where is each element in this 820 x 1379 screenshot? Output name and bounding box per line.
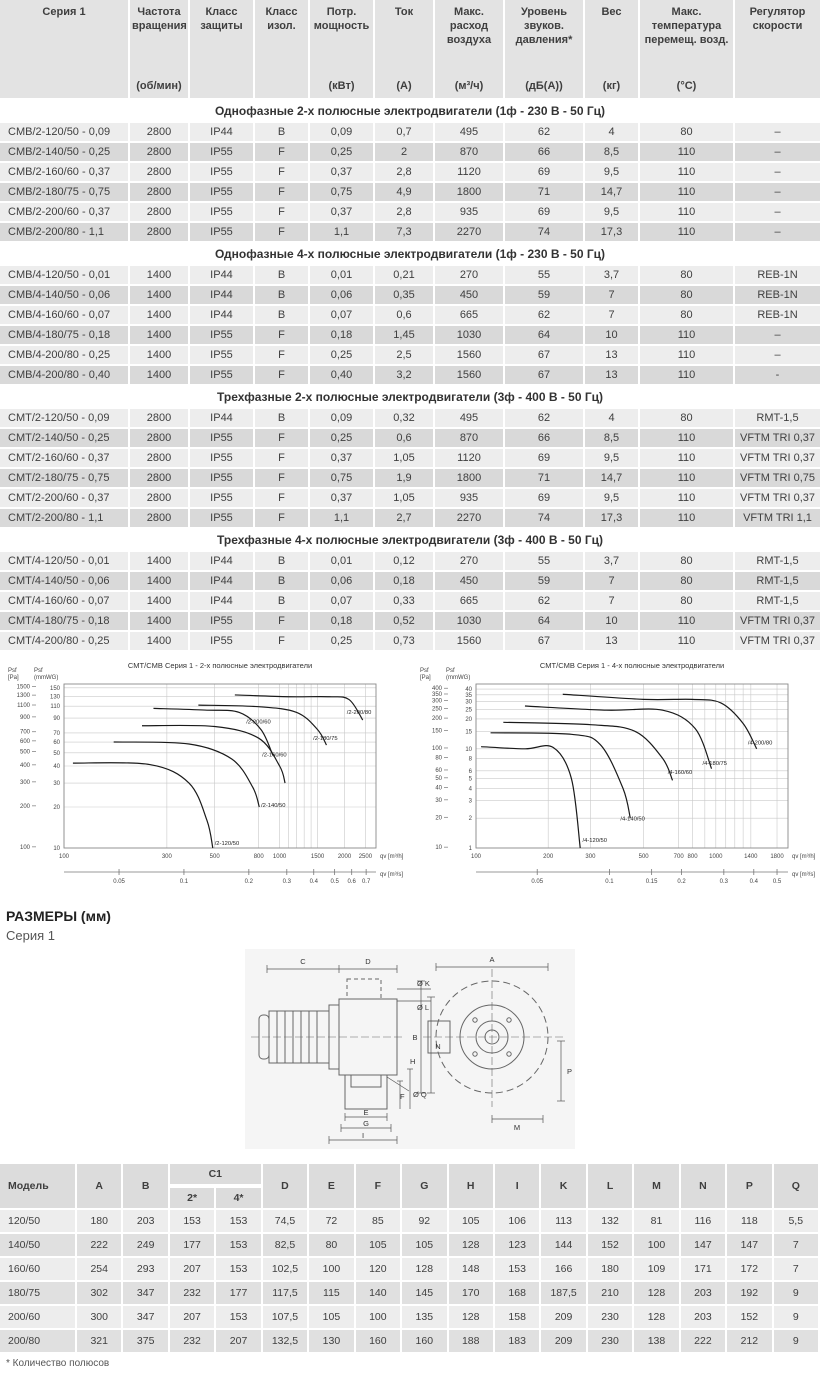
svg-text:qv [m³/h]: qv [m³/h] [380,854,404,860]
dims-col-header: G [402,1164,448,1210]
svg-text:700: 700 [19,729,30,736]
spec-row: CMB/2-120/50 - 0,09 2800 IP44 B 0,09 0,7 495 62 4 80 – [0,123,820,143]
dim-label-h: H [410,1057,416,1066]
svg-text:/2-180/75: /2-180/75 [313,736,338,743]
spec-row: CMB/4-200/80 - 0,40 1400 IP55 F 0,40 3,2 1560 67 13 110 - [0,366,820,386]
svg-text:100: 100 [470,854,482,860]
svg-text:0.15: 0.15 [645,879,658,885]
dim-label-m: M [513,1123,521,1132]
dims-col-header: I [495,1164,541,1210]
spec-row: CMT/2-160/60 - 0,37 2800 IP55 F 0,37 1,05 1120 69 9,5 110 VFTM TRI 0,37 [0,449,820,469]
section-title: Трехфазные 2-х полюсные электродвигатели (3ф - 400 В - 50 Гц) [0,386,820,409]
svg-text:qv [m³/s]: qv [m³/s] [792,872,816,878]
dim-label-c: C [300,957,306,966]
svg-text:Psf: Psf [34,668,43,674]
svg-text:10: 10 [435,845,442,852]
spec-row: CMT/2-120/50 - 0,09 2800 IP44 B 0,09 0,32 495 62 4 80 RMT-1,5 [0,409,820,429]
svg-text:5: 5 [468,776,472,783]
spec-col-header: Частота вращения (об/мин) [130,0,190,100]
svg-text:250: 250 [431,706,442,713]
dim-label-i: I [361,1131,365,1140]
performance-charts [0,656,820,894]
svg-text:CMT/CMB Серия 1 - 2-х полюсны: CMT/CMB Серия 1 - 2-х полюсные электродвигатели [127,661,313,670]
spec-col-header: Серия 1 [0,0,130,100]
svg-text:40: 40 [435,785,442,792]
svg-text:100: 100 [19,844,30,851]
dims-c1-sub-header: 4* [216,1186,262,1210]
svg-text:0.05: 0.05 [113,879,125,885]
chart-4pole-curves [412,656,820,894]
spec-col-header: Вес (кг) [585,0,640,100]
spec-table-body [0,100,820,652]
spec-row: CMB/2-200/60 - 0,37 2800 IP55 F 0,37 2,8 935 69 9,5 110 – [0,203,820,223]
dims-col-header: Q [774,1164,820,1210]
svg-text:100: 100 [58,854,70,860]
spec-row: CMB/4-120/50 - 0,01 1400 IP44 B 0,01 0,21 270 55 3,7 80 REB-1N [0,266,820,286]
svg-text:1300: 1300 [16,693,30,700]
svg-text:0.1: 0.1 [179,879,189,885]
svg-text:0.4: 0.4 [749,879,758,885]
svg-text:(mmWG): (mmWG) [34,675,59,681]
chart-2pole-curves [0,656,408,894]
svg-text:/2-120/50: /2-120/50 [214,841,240,848]
spec-row: CMB/2-200/80 - 1,1 2800 IP55 F 1,1 7,3 2270 74 17,3 110 – [0,223,820,243]
svg-text:(mmWG): (mmWG) [446,675,471,681]
dims-model-header: Модель [0,1164,77,1210]
svg-text:40: 40 [53,764,60,770]
dimension-drawing [245,949,575,1154]
svg-text:CMT/CMB Серия 1 - 4-х полюсны: CMT/CMB Серия 1 - 4-х полюсные электродвигатели [539,661,725,670]
dim-label-f: F [400,1092,405,1101]
svg-text:/4-140/50: /4-140/50 [620,816,645,823]
svg-text:30: 30 [465,699,472,706]
dimensions-table [0,1164,820,1354]
svg-text:0.5: 0.5 [330,879,339,885]
svg-text:0.7: 0.7 [361,879,371,885]
spec-col-header: Макс. температура перемещ. возд. (°С) [640,0,735,100]
svg-text:200: 200 [543,854,554,860]
svg-text:1500: 1500 [310,854,325,860]
dims-row: 120/50 180 203 153 153 74,5 72 85 92 105 106 113 132 81 116 118 5,5 [0,1210,820,1234]
dim-label-k: Ø K [417,979,430,988]
spec-row: CMB/2-160/60 - 0,37 2800 IP55 F 0,37 2,8 1120 69 9,5 110 – [0,163,820,183]
svg-text:400: 400 [19,762,30,769]
svg-text:60: 60 [53,740,60,747]
dim-label-d: D [365,957,371,966]
svg-text:2: 2 [468,816,472,823]
svg-text:0.6: 0.6 [347,879,356,885]
svg-text:0.5: 0.5 [772,879,782,885]
dim-label-e: E [363,1108,369,1117]
dim-label-a: A [489,955,495,964]
spec-row: CMT/2-200/80 - 1,1 2800 IP55 F 1,1 2,7 2270 74 17,3 110 VFTM TRI 1,1 [0,509,820,529]
svg-text:30: 30 [53,781,60,788]
svg-text:[Pa]: [Pa] [420,675,431,681]
spec-row: CMT/4-140/50 - 0,06 1400 IP44 B 0,06 0,18 450 59 7 80 RMT-1,5 [0,572,820,592]
dims-col-header: L [588,1164,634,1210]
spec-row: CMB/4-180/75 - 0,18 1400 IP55 F 0,18 1,45 1030 64 10 110 – [0,326,820,346]
svg-text:60: 60 [435,767,442,774]
svg-text:600: 600 [19,738,30,745]
dims-c1-sub-header: 2* [170,1186,216,1210]
svg-text:Psf: Psf [8,668,17,674]
svg-text:0.1: 0.1 [605,879,614,885]
svg-text:0.4: 0.4 [309,879,318,885]
spec-row: CMT/4-180/75 - 0,18 1400 IP55 F 0,18 0,52 1030 64 10 110 VFTM TRI 0,37 [0,612,820,632]
spec-col-header: Класс защиты [190,0,255,100]
dim-label-g: G [363,1119,369,1128]
dims-col-header: H [449,1164,495,1210]
svg-text:200: 200 [19,803,30,810]
svg-text:80: 80 [435,755,442,762]
svg-text:4: 4 [468,786,472,793]
svg-text:90: 90 [53,716,60,723]
spec-col-header: Ток (А) [375,0,435,100]
svg-text:10: 10 [465,746,472,753]
svg-text:700: 700 [673,854,684,860]
dimensions-table-body [0,1210,820,1354]
dims-col-header: D [263,1164,309,1210]
svg-text:350: 350 [431,691,442,698]
svg-text:40: 40 [465,687,472,694]
svg-text:0.2: 0.2 [244,879,254,885]
spec-row: CMB/4-140/50 - 0,06 1400 IP44 B 0,06 0,35 450 59 7 80 REB-1N [0,286,820,306]
dims-col-header: A [77,1164,123,1210]
svg-text:800: 800 [687,854,698,860]
svg-text:25: 25 [465,707,472,714]
spec-table-header [0,0,820,100]
svg-text:200: 200 [431,716,442,723]
section-title: Трехфазные 4-х полюсные электродвигатели (3ф - 400 В - 50 Гц) [0,529,820,552]
svg-text:qv [m³/s]: qv [m³/s] [380,872,404,878]
svg-text:900: 900 [19,714,30,721]
svg-text:110: 110 [50,704,60,711]
dimensions-table-header [0,1164,820,1210]
svg-text:0.05: 0.05 [531,879,544,885]
svg-text:1: 1 [468,846,472,852]
svg-text:1500: 1500 [16,684,30,691]
dims-row: 180/75 302 347 232 177 117,5 115 140 145 170 168 187,5 210 128 203 192 9 [0,1282,820,1306]
svg-text:0.3: 0.3 [719,879,728,885]
svg-text:1400: 1400 [744,854,758,860]
svg-text:100: 100 [431,745,442,752]
spec-row: CMT/2-200/60 - 0,37 2800 IP55 F 0,37 1,05 935 69 9,5 110 VFTM TRI 0,37 [0,489,820,509]
dimension-drawing-svg [245,949,575,1149]
svg-text:500: 500 [19,749,30,756]
svg-text:/2-200/80: /2-200/80 [346,710,372,717]
svg-text:6: 6 [468,768,472,775]
svg-text:10: 10 [53,846,60,852]
svg-text:1100: 1100 [17,703,30,710]
dimensions-series-label: Серия 1 [6,928,55,943]
spec-row: CMB/4-160/60 - 0,07 1400 IP44 B 0,07 0,6 665 62 7 80 REB-1N [0,306,820,326]
svg-text:2000: 2000 [337,854,352,860]
motor-spec-table [0,0,820,652]
svg-text:300: 300 [161,854,172,860]
svg-text:1000: 1000 [709,854,723,860]
svg-text:15: 15 [465,729,472,736]
section-title: Однофазные 4-х полюсные электродвигатели (1ф - 230 В - 50 Гц) [0,243,820,266]
svg-text:3: 3 [468,798,472,805]
svg-text:/4-120/50: /4-120/50 [582,837,607,844]
svg-text:300: 300 [19,779,30,786]
svg-text:20: 20 [435,815,442,822]
spec-row: CMT/4-160/60 - 0,07 1400 IP44 B 0,07 0,33 665 62 7 80 RMT-1,5 [0,592,820,612]
svg-text:20: 20 [53,805,60,811]
spec-col-header: Регулятор скорости [735,0,820,100]
dims-col-header: M [634,1164,680,1210]
dims-col-header: F [356,1164,402,1210]
svg-text:35: 35 [465,692,472,699]
dims-row: 160/60 254 293 207 153 102,5 100 120 128 148 153 166 180 109 171 172 7 [0,1258,820,1282]
dim-label-b: B [412,1033,418,1042]
spec-row: CMT/4-200/80 - 0,25 1400 IP55 F 0,25 0,73 1560 67 13 110 VFTM TRI 0,37 [0,632,820,652]
dims-row: 140/50 222 249 177 153 82,5 80 105 105 128 123 144 152 100 147 147 7 [0,1234,820,1258]
svg-text:800: 800 [253,854,264,860]
svg-text:300: 300 [431,698,442,705]
svg-text:2500: 2500 [358,854,373,860]
dim-label-q: Ø Q [413,1090,427,1099]
svg-text:/2-160/60: /2-160/60 [262,752,287,759]
svg-text:20: 20 [465,716,472,723]
dimensions-heading: РАЗМЕРЫ (мм) [6,908,111,924]
spec-col-header: Макс. расход воздуха (м³/ч) [435,0,505,100]
dim-label-p: P [567,1067,573,1076]
poles-footnote: * Количество полюсов [6,1358,110,1369]
svg-text:30: 30 [435,797,442,804]
svg-text:1800: 1800 [770,854,784,860]
svg-text:Psf: Psf [420,668,429,674]
svg-text:300: 300 [585,854,596,860]
dim-label-n: N [435,1042,441,1051]
spec-row: CMB/2-140/50 - 0,25 2800 IP55 F 0,25 2 870 66 8,5 110 – [0,143,820,163]
spec-row: CMT/2-140/50 - 0,25 2800 IP55 F 0,25 0,6 870 66 8,5 110 VFTM TRI 0,37 [0,429,820,449]
spec-row: CMT/4-120/50 - 0,01 1400 IP44 B 0,01 0,12 270 55 3,7 80 RMT-1,5 [0,552,820,572]
svg-text:Psf: Psf [446,668,455,674]
svg-text:400: 400 [431,686,442,693]
svg-text:/2-200/60: /2-200/60 [246,719,271,726]
spec-col-header: Уровень звуков. давления* (дБ(А)) [505,0,585,100]
spec-row: CMT/2-180/75 - 0,75 2800 IP55 F 0,75 1,9 1800 71 14,7 110 VFTM TRI 0,75 [0,469,820,489]
dims-c1-header: C1 [170,1164,263,1186]
dims-col-header: B [123,1164,169,1210]
svg-text:500: 500 [638,854,649,860]
svg-text:50: 50 [435,775,442,782]
svg-text:0.2: 0.2 [677,879,686,885]
svg-text:70: 70 [53,730,60,737]
spec-row: CMB/2-180/75 - 0,75 2800 IP55 F 0,75 4,9 1800 71 14,7 110 – [0,183,820,203]
svg-text:50: 50 [53,750,60,757]
svg-text:/2-140/50: /2-140/50 [261,803,286,809]
section-title: Однофазные 2-х полюсные электродвигатели (1ф - 230 В - 50 Гц) [0,100,820,123]
dims-col-header: E [309,1164,355,1210]
dims-col-header: K [541,1164,587,1210]
dim-label-l: Ø L [417,1003,430,1012]
spec-col-header: Класс изол. [255,0,310,100]
svg-text:0.3: 0.3 [282,879,291,885]
svg-text:/4-200/80: /4-200/80 [747,740,773,747]
svg-text:[Pa]: [Pa] [8,675,19,681]
dims-col-header: N [681,1164,727,1210]
dims-row: 200/80 321 375 232 207 132,5 130 160 160 188 183 209 230 138 222 212 9 [0,1330,820,1354]
svg-text:/4-180/75: /4-180/75 [702,760,727,767]
spec-col-header: Потр. мощность (кВт) [310,0,375,100]
dims-col-header: P [727,1164,773,1210]
svg-text:qv [m³/h]: qv [m³/h] [792,854,816,860]
spec-row: CMB/4-200/80 - 0,25 1400 IP55 F 0,25 2,5 1560 67 13 110 – [0,346,820,366]
svg-text:1000: 1000 [272,854,287,860]
svg-text:8: 8 [468,756,472,763]
svg-text:500: 500 [209,854,220,860]
svg-text:130: 130 [49,694,60,701]
svg-text:/4-160/60: /4-160/60 [667,769,693,776]
svg-text:150: 150 [49,685,60,692]
svg-text:150: 150 [431,728,442,735]
dims-row: 200/60 300 347 207 153 107,5 105 100 135 128 158 209 230 128 203 152 9 [0,1306,820,1330]
